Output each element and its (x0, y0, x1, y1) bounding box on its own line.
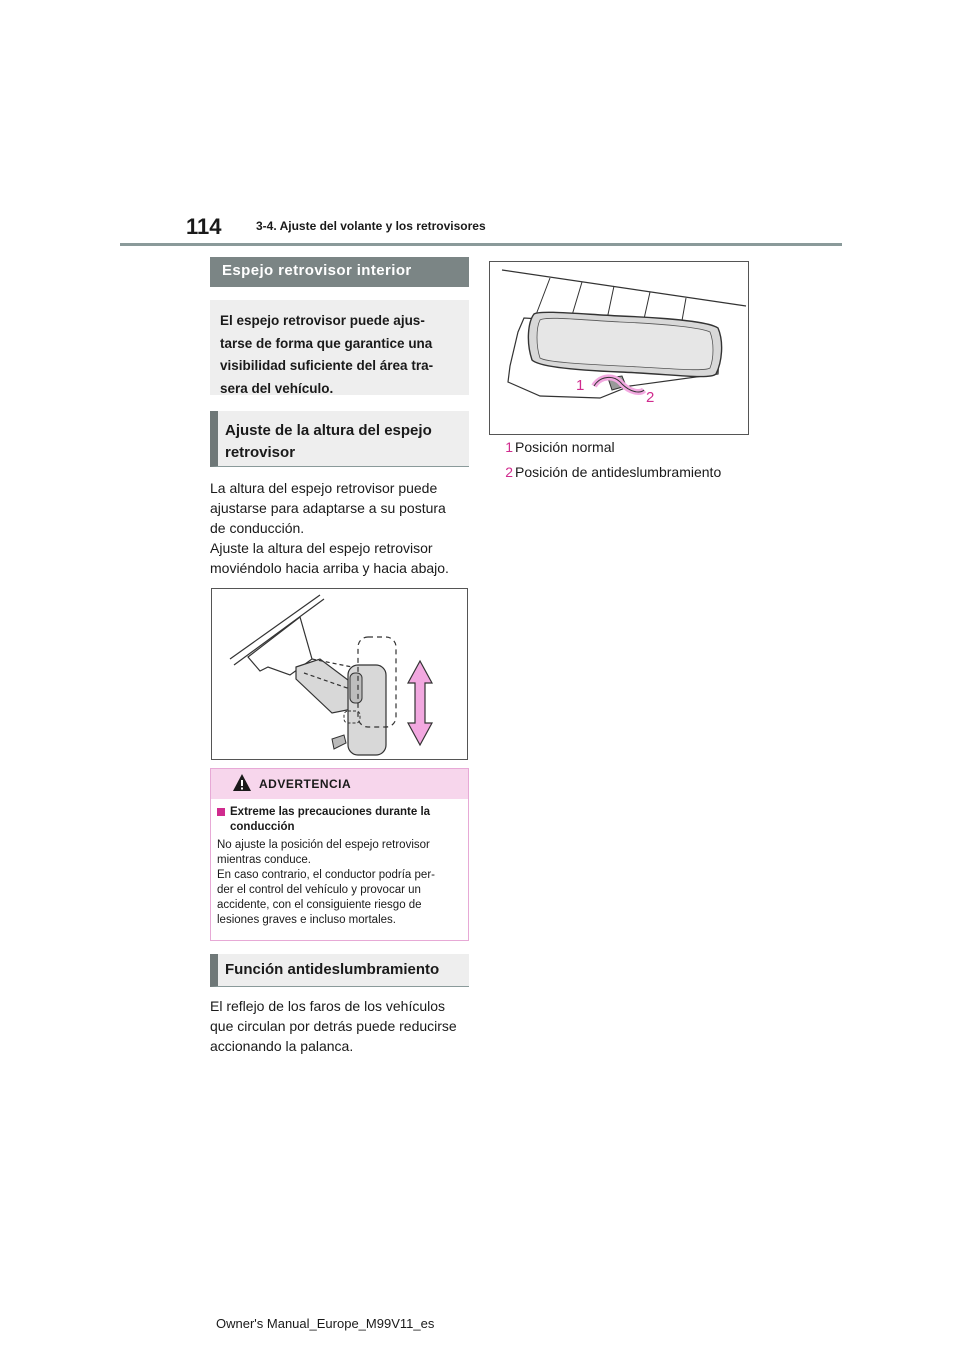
antiglare-illustration (490, 262, 748, 434)
height-heading-text: Ajuste de la altura del espejo retrovisor (225, 422, 432, 461)
antiglare-figure (489, 261, 749, 435)
square-bullet-icon (217, 808, 225, 816)
height-section-heading (210, 411, 469, 467)
warning-box (210, 768, 469, 941)
height-paragraph-2: Ajuste la altura del espejo retrovisor moviéndolo hacia arriba y hacia abajo. (210, 540, 449, 576)
header-rule (120, 243, 842, 246)
up-down-arrow-icon (408, 661, 432, 745)
warning-header (211, 769, 468, 799)
page-number: 114 (186, 214, 222, 239)
height-paragraph-1: La altura del espejo retrovisor puede ajustarse para adaptarse a su postura de conducción. (210, 480, 446, 536)
warning-text: No ajuste la posición del espejo retrovisor mientras conduce. En caso contrario, el conductor podría per- der el control del vehículo y provocar un accidente, con el consiguiente riesgo de lesiones graves e incluso mortales. (217, 839, 435, 926)
figure-label-2: 2 (646, 389, 655, 406)
position-label: Posición de antideslumbramiento (515, 464, 722, 480)
warning-subtitle (217, 805, 462, 835)
position-item (489, 439, 615, 455)
footer-text: Owner's Manual_Europe_M99V11_es (216, 1316, 435, 1331)
warning-title: ADVERTENCIA (259, 777, 352, 791)
warning-triangle-icon (232, 773, 252, 793)
antiglare-section-heading (210, 954, 469, 987)
mirror-height-figure (211, 588, 468, 760)
intro-text: El espejo retrovisor puede ajus- tarse de forma que garantice una visibilidad suficiente del área tra- sera del vehículo. (220, 313, 434, 396)
figure-label-1: 1 (576, 377, 585, 394)
page-title: Espejo retrovisor interior (210, 257, 469, 287)
position-number: 2 (505, 464, 513, 480)
antiglare-heading-text: Función antideslumbramiento (225, 961, 440, 978)
section-header: 3-4. Ajuste del volante y los retrovisores (256, 219, 486, 233)
antiglare-paragraph: El reflejo de los faros de los vehículos que circulan por detrás puede reducirse accionando la palanca. (210, 998, 457, 1054)
intro-box (210, 300, 469, 395)
position-item (489, 464, 721, 480)
warning-subtitle-text: Extreme las precauciones durante la conducción (230, 806, 431, 833)
position-number: 1 (505, 439, 513, 455)
mirror-height-illustration (212, 589, 467, 759)
position-label: Posición normal (515, 439, 615, 455)
